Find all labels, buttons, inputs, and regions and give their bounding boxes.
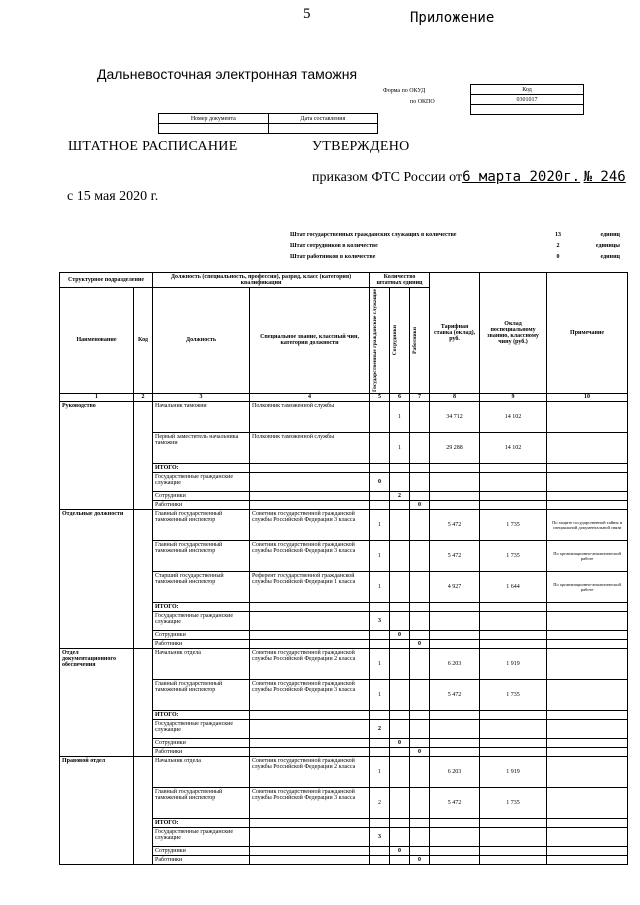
- total-count-officers: [390, 855, 410, 864]
- tariff-rate: 5 472: [430, 509, 480, 540]
- section-name: Отдельные должности: [60, 509, 134, 648]
- position-name: Начальник отдела: [153, 648, 250, 679]
- total-rank-cell: [250, 827, 370, 846]
- position-name: Главный государственный таможенный инспектор: [153, 540, 250, 571]
- total-count-workers: [410, 827, 430, 846]
- column-number: 9: [480, 393, 547, 401]
- total-count-workers: 0: [410, 639, 430, 648]
- tariff-rate: 4 927: [430, 571, 480, 602]
- note: [547, 648, 628, 679]
- compile-date-value: [268, 124, 377, 134]
- header-code: Код: [134, 288, 153, 394]
- total-rank-cell: [250, 855, 370, 864]
- total-count-workers: [410, 491, 430, 500]
- position-name: Старший государственный таможенный инспектор: [153, 571, 250, 602]
- total-note-cell: [547, 491, 628, 500]
- total-count-officers: [390, 602, 410, 611]
- code-box: [470, 84, 584, 115]
- column-number: 2: [134, 393, 153, 401]
- compile-date-header: Дата составления: [268, 114, 377, 124]
- total-note-cell: [547, 639, 628, 648]
- total-count-civil: [370, 602, 390, 611]
- total-rank-cell: [250, 738, 370, 747]
- count-workers: [410, 679, 430, 710]
- count-officers: [390, 787, 410, 818]
- section-name: Отдел документационного обеспечения: [60, 648, 134, 756]
- total-note-cell: [547, 630, 628, 639]
- total-rank-cell: [250, 602, 370, 611]
- position-name: Главный государственный таможенный инспектор: [153, 787, 250, 818]
- salary-rate: 1 735: [480, 679, 547, 710]
- total-tariff-cell: [430, 827, 480, 846]
- total-count-officers: [390, 639, 410, 648]
- note: По организационно-аналитической работе: [547, 571, 628, 602]
- count-workers: [410, 509, 430, 540]
- column-number: 4: [250, 393, 370, 401]
- total-tariff-cell: [430, 639, 480, 648]
- header-tariff: Тарифная ставка (оклад), руб.: [430, 273, 480, 394]
- count-workers: [410, 432, 430, 463]
- total-salary-cell: [480, 630, 547, 639]
- total-count-officers: 0: [390, 738, 410, 747]
- count-officers: 1: [390, 432, 410, 463]
- total-rank-cell: [250, 491, 370, 500]
- total-count-civil: [370, 710, 390, 719]
- organization-name: Дальневосточная электронная таможня: [97, 66, 358, 82]
- total-note-cell: [547, 611, 628, 630]
- total-count-officers: [390, 472, 410, 491]
- count-civil: 1: [370, 509, 390, 540]
- total-rank-cell: [250, 463, 370, 472]
- summary-row: [290, 240, 620, 251]
- salary-rate: 1 919: [480, 648, 547, 679]
- count-workers: [410, 756, 430, 787]
- total-count-officers: [390, 611, 410, 630]
- total-count-civil: [370, 639, 390, 648]
- total-label: Сотрудники: [153, 630, 250, 639]
- count-civil: [370, 401, 390, 432]
- total-count-workers: [410, 611, 430, 630]
- total-note-cell: [547, 747, 628, 756]
- total-tariff-cell: [430, 846, 480, 855]
- tariff-rate: 6 203: [430, 648, 480, 679]
- total-count-civil: 0: [370, 472, 390, 491]
- header-rank: Специальное звание, классный чин, категория должности: [250, 288, 370, 394]
- count-officers: [390, 571, 410, 602]
- total-rank-cell: [250, 630, 370, 639]
- total-label: Сотрудники: [153, 738, 250, 747]
- section-name: Руководство: [60, 401, 134, 509]
- rank-name: Советник государственной гражданской службы Российской Федерации 3 класса: [250, 540, 370, 571]
- column-number: 10: [547, 393, 628, 401]
- document-number-value: [159, 124, 269, 134]
- total-salary-cell: [480, 602, 547, 611]
- document-number-box: [158, 113, 378, 134]
- header-workers: Работники: [412, 327, 419, 354]
- total-note-cell: [547, 472, 628, 491]
- total-label: ИТОГО:: [153, 710, 250, 719]
- total-salary-cell: [480, 463, 547, 472]
- rank-name: Советник государственной гражданской службы Российской Федерации 3 класса: [250, 787, 370, 818]
- total-count-civil: [370, 855, 390, 864]
- staff-table: [59, 272, 628, 865]
- section-code: [134, 509, 153, 648]
- total-salary-cell: [480, 846, 547, 855]
- total-count-civil: [370, 500, 390, 509]
- count-civil: 1: [370, 540, 390, 571]
- count-officers: [390, 540, 410, 571]
- header-civil: Государственные гражданские служащие: [372, 289, 379, 392]
- total-note-cell: [547, 818, 628, 827]
- total-rank-cell: [250, 500, 370, 509]
- total-note-cell: [547, 500, 628, 509]
- total-tariff-cell: [430, 630, 480, 639]
- header-position: Должность: [153, 288, 250, 394]
- total-label: Работники: [153, 747, 250, 756]
- total-count-officers: [390, 500, 410, 509]
- total-tariff-cell: [430, 818, 480, 827]
- total-salary-cell: [480, 500, 547, 509]
- order-number: № 246: [583, 169, 626, 185]
- total-label: Сотрудники: [153, 846, 250, 855]
- table-row: [60, 401, 628, 432]
- total-rank-cell: [250, 639, 370, 648]
- rank-name: Советник государственной гражданской службы Российской Федерации 3 класса: [250, 509, 370, 540]
- total-salary-cell: [480, 855, 547, 864]
- header-salary: Оклад поспециальному званию, классному чину (руб.): [480, 273, 547, 394]
- total-salary-cell: [480, 710, 547, 719]
- salary-rate: 1 735: [480, 540, 547, 571]
- total-tariff-cell: [430, 719, 480, 738]
- total-salary-cell: [480, 611, 547, 630]
- total-tariff-cell: [430, 611, 480, 630]
- total-rank-cell: [250, 719, 370, 738]
- total-count-officers: [390, 719, 410, 738]
- count-workers: [410, 648, 430, 679]
- header-structural-unit: Структурное подразделение: [60, 273, 153, 288]
- total-rank-cell: [250, 818, 370, 827]
- total-count-officers: [390, 710, 410, 719]
- count-workers: [410, 571, 430, 602]
- table-row: [60, 756, 628, 787]
- approval-order: [312, 169, 626, 186]
- total-count-officers: [390, 747, 410, 756]
- total-tariff-cell: [430, 463, 480, 472]
- total-label: ИТОГО:: [153, 818, 250, 827]
- header-count-group: Количество штатных единиц: [370, 273, 430, 288]
- note: [547, 401, 628, 432]
- summary-label: Штат государственных гражданских служащих в количестве: [290, 231, 457, 238]
- salary-rate: 14 102: [480, 432, 547, 463]
- total-label: ИТОГО:: [153, 602, 250, 611]
- total-count-officers: [390, 818, 410, 827]
- okud-label: Форма по ОКУД: [383, 88, 426, 94]
- total-note-cell: [547, 710, 628, 719]
- note: [547, 756, 628, 787]
- summary-unit: единиц: [600, 231, 620, 238]
- salary-rate: 14 102: [480, 401, 547, 432]
- total-count-civil: [370, 846, 390, 855]
- count-officers: 1: [390, 401, 410, 432]
- header-name: Наименование: [60, 288, 134, 394]
- total-count-officers: 0: [390, 846, 410, 855]
- total-salary-cell: [480, 738, 547, 747]
- rank-name: Полковник таможенной службы: [250, 432, 370, 463]
- column-number: 1: [60, 393, 134, 401]
- total-label: Работники: [153, 639, 250, 648]
- summary-row: [290, 251, 620, 262]
- total-count-workers: [410, 818, 430, 827]
- tariff-rate: 5 472: [430, 787, 480, 818]
- okpo-code: [471, 105, 584, 115]
- tariff-rate: 5 472: [430, 540, 480, 571]
- total-count-civil: [370, 491, 390, 500]
- column-number: 7: [410, 393, 430, 401]
- tariff-rate: 6 203: [430, 756, 480, 787]
- summary-label: Штат работников в количестве: [290, 253, 376, 260]
- position-name: Начальник отдела: [153, 756, 250, 787]
- salary-rate: 1 644: [480, 571, 547, 602]
- summary-row: [290, 229, 620, 240]
- count-civil: 2: [370, 787, 390, 818]
- total-salary-cell: [480, 818, 547, 827]
- total-count-workers: [410, 846, 430, 855]
- header-officers: Сотрудники: [392, 325, 399, 356]
- section-code: [134, 648, 153, 756]
- count-civil: 1: [370, 756, 390, 787]
- section-code: [134, 401, 153, 509]
- count-workers: [410, 540, 430, 571]
- total-tariff-cell: [430, 472, 480, 491]
- total-count-workers: [410, 738, 430, 747]
- okpo-label: по ОКПО: [410, 99, 435, 105]
- total-tariff-cell: [430, 747, 480, 756]
- total-rank-cell: [250, 710, 370, 719]
- section-name: Правовой отдел: [60, 756, 134, 864]
- total-note-cell: [547, 738, 628, 747]
- code-header: Код: [471, 85, 584, 95]
- summary-value: 13: [555, 231, 561, 238]
- total-tariff-cell: [430, 710, 480, 719]
- order-prefix: приказом ФТС России от: [312, 170, 463, 185]
- total-tariff-cell: [430, 491, 480, 500]
- header-position-group: Должность (специальность, профессия), разряд, класс (категория) квалификации: [153, 273, 370, 288]
- total-count-workers: 0: [410, 855, 430, 864]
- total-note-cell: [547, 463, 628, 472]
- total-rank-cell: [250, 846, 370, 855]
- count-civil: [370, 432, 390, 463]
- order-date: 6 марта 2020г.: [462, 169, 581, 185]
- count-civil: 1: [370, 648, 390, 679]
- document-title: ШТАТНОЕ РАСПИСАНИЕ: [68, 139, 238, 154]
- total-count-workers: [410, 463, 430, 472]
- salary-rate: 1 735: [480, 787, 547, 818]
- count-officers: [390, 509, 410, 540]
- salary-rate: 1 919: [480, 756, 547, 787]
- approved-label: УТВЕРЖДЕНО: [312, 139, 410, 154]
- position-name: Первый заместитель начальника таможни: [153, 432, 250, 463]
- summary-unit: единиц: [600, 253, 620, 260]
- total-label: ИТОГО:: [153, 463, 250, 472]
- total-salary-cell: [480, 472, 547, 491]
- total-note-cell: [547, 719, 628, 738]
- section-code: [134, 756, 153, 864]
- total-note-cell: [547, 846, 628, 855]
- total-note-cell: [547, 855, 628, 864]
- rank-name: Советник государственной гражданской службы Российской Федерации 3 класса: [250, 679, 370, 710]
- tariff-rate: 5 472: [430, 679, 480, 710]
- note: По защите государственной тайны и специальной документальной связи: [547, 509, 628, 540]
- total-count-civil: 3: [370, 611, 390, 630]
- position-name: Начальник таможни: [153, 401, 250, 432]
- total-label: Государственные гражданские служащие: [153, 611, 250, 630]
- rank-name: Референт государственной гражданской службы Российской Федерации 1 класса: [250, 571, 370, 602]
- note: По организационно-аналитической работе: [547, 540, 628, 571]
- total-salary-cell: [480, 491, 547, 500]
- total-tariff-cell: [430, 855, 480, 864]
- document-number-header: Номер документа: [159, 114, 269, 124]
- tariff-rate: 29 288: [430, 432, 480, 463]
- rank-name: Полковник таможенной службы: [250, 401, 370, 432]
- position-name: Главный государственный таможенный инспектор: [153, 679, 250, 710]
- header-note: Примечание: [547, 273, 628, 394]
- total-label: Работники: [153, 500, 250, 509]
- total-rank-cell: [250, 747, 370, 756]
- count-workers: [410, 401, 430, 432]
- staff-summary: [290, 229, 620, 262]
- total-count-workers: [410, 710, 430, 719]
- total-note-cell: [547, 602, 628, 611]
- total-count-workers: [410, 472, 430, 491]
- total-rank-cell: [250, 472, 370, 491]
- column-number: 5: [370, 393, 390, 401]
- total-label: Государственные гражданские служащие: [153, 472, 250, 491]
- total-tariff-cell: [430, 738, 480, 747]
- count-workers: [410, 787, 430, 818]
- total-count-civil: [370, 738, 390, 747]
- total-count-civil: 3: [370, 827, 390, 846]
- total-label: Сотрудники: [153, 491, 250, 500]
- column-number: 3: [153, 393, 250, 401]
- total-count-civil: [370, 818, 390, 827]
- appendix-label: Приложение: [410, 10, 495, 26]
- total-label: Государственные гражданские служащие: [153, 719, 250, 738]
- note: [547, 679, 628, 710]
- note: [547, 787, 628, 818]
- count-officers: [390, 679, 410, 710]
- total-count-workers: [410, 602, 430, 611]
- count-officers: [390, 648, 410, 679]
- okud-code: 0301017: [471, 95, 584, 105]
- column-number: 6: [390, 393, 410, 401]
- total-count-civil: [370, 463, 390, 472]
- total-count-workers: 0: [410, 747, 430, 756]
- total-count-workers: [410, 630, 430, 639]
- total-rank-cell: [250, 611, 370, 630]
- total-count-officers: 2: [390, 491, 410, 500]
- total-count-civil: 2: [370, 719, 390, 738]
- total-count-civil: [370, 747, 390, 756]
- total-label: Работники: [153, 855, 250, 864]
- summary-value: 2: [556, 242, 560, 249]
- table-row: [60, 648, 628, 679]
- total-count-officers: [390, 827, 410, 846]
- summary-value: 0: [556, 253, 560, 260]
- note: [547, 432, 628, 463]
- count-officers: [390, 756, 410, 787]
- summary-label: Штат сотрудников в количестве: [290, 242, 378, 249]
- summary-unit: единицы: [595, 242, 620, 249]
- total-label: Государственные гражданские служащие: [153, 827, 250, 846]
- total-count-officers: 0: [390, 630, 410, 639]
- total-tariff-cell: [430, 602, 480, 611]
- column-number: 8: [430, 393, 480, 401]
- effective-date: с 15 мая 2020 г.: [67, 189, 159, 204]
- total-salary-cell: [480, 827, 547, 846]
- table-row: [60, 509, 628, 540]
- position-name: Главный государственный таможенный инспектор: [153, 509, 250, 540]
- total-salary-cell: [480, 639, 547, 648]
- count-civil: 1: [370, 679, 390, 710]
- salary-rate: 1 735: [480, 509, 547, 540]
- total-count-civil: [370, 630, 390, 639]
- total-count-workers: 0: [410, 500, 430, 509]
- page-number: 5: [303, 6, 311, 22]
- rank-name: Советник государственной гражданской службы Российской Федерации 2 класса: [250, 648, 370, 679]
- total-note-cell: [547, 827, 628, 846]
- count-civil: 1: [370, 571, 390, 602]
- tariff-rate: 34 712: [430, 401, 480, 432]
- total-count-officers: [390, 463, 410, 472]
- rank-name: Советник государственной гражданской службы Российской Федерации 2 класса: [250, 756, 370, 787]
- total-salary-cell: [480, 719, 547, 738]
- total-tariff-cell: [430, 500, 480, 509]
- total-count-workers: [410, 719, 430, 738]
- total-salary-cell: [480, 747, 547, 756]
